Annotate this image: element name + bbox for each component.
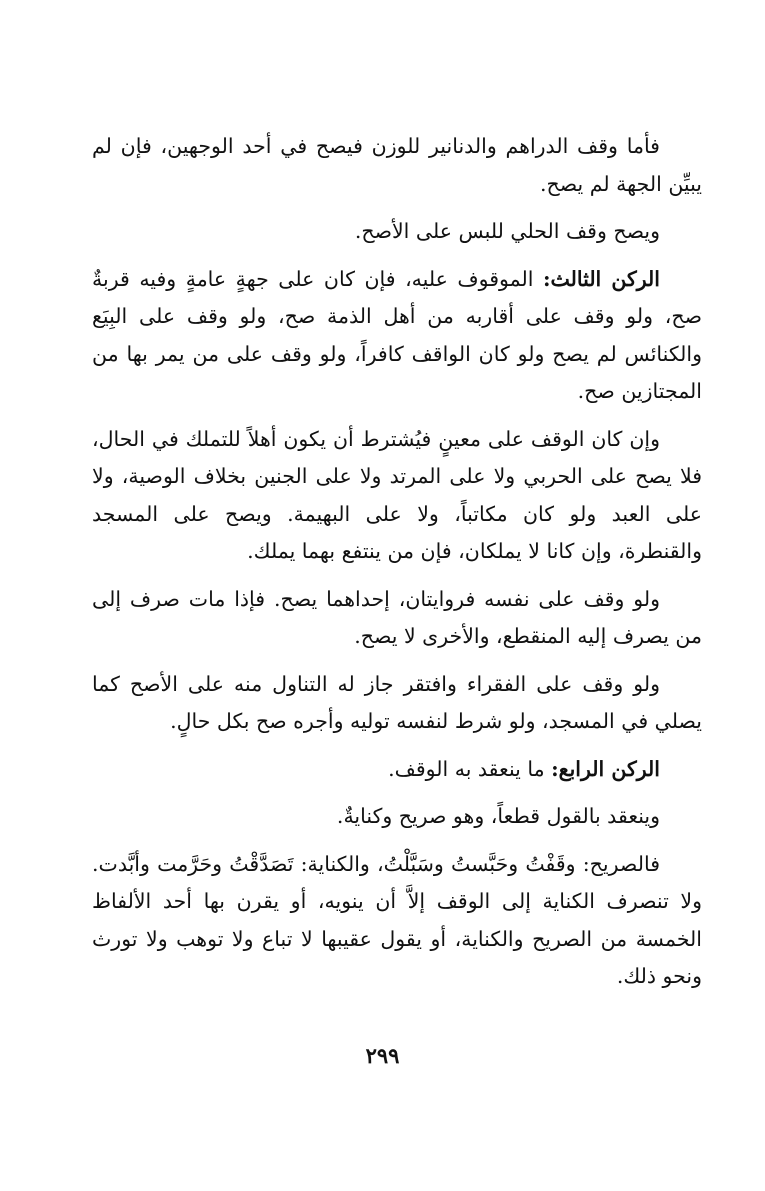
paragraph-5: ولو وقف على نفسه فروايتان، إحداهما يصح. فإذا مات صرف إلى من يصرف إليه المنقطع، والأخرى لا يصح.	[92, 586, 702, 648]
paragraph-3: الركن الثالث: الموقوف عليه، فإن كان على جهةٍ عامةٍ وفيه قربةٌ صح، ولو وقف على أقاربه من أهل الذمة صح، ولو وقف على البِيَع والكنائس لم يصح ولو كان الواقف كافراً، ولو وقف على من يمر بها من المجتازين صح.	[92, 266, 702, 403]
paragraph-6: ولو وقف على الفقراء وافتقر جاز له التناول منه على الأصح كما يصلي في المسجد، ولو شرط لنفسه توليه وأجره صح بكل حالٍ.	[92, 671, 702, 733]
paragraph-8: وينعقد بالقول قطعاً، وهو صريح وكنايةٌ.	[336, 804, 660, 828]
paragraph-4: وإن كان الوقف على معينٍ فيُشترط أن يكون أهلاً للتملك في الحال، فلا يصح على الحربي ولا على المرتد ولا على الجنين بخلاف الوصية، ولا على العبد ولو كان مكاتباً، ولا على البهيمة. ويصح على المسجد والقنطرة، وإن كانا لا يملكان، فإن من ينتفع بهما يملك.	[92, 426, 702, 563]
paragraph-2: ويصح وقف الحلي للبس على الأصح.	[354, 219, 660, 243]
paragraph-9: فالصريح: وقَفْتُ وحَبَّستُ وسَبَّلْتُ، والكناية: تَصَدَّقْتُ وحَرَّمت وأبَّدت. ولا تنصرف الكناية إلى الوقف إلاَّ أن ينويه، أو يقرن بها أحد الألفاظ الخمسة من الصريح والكناية، أو يقول عقيبها لا تباع ولا توهب ولا تورث ونحو ذلك.	[92, 851, 702, 988]
paragraph-7: الركن الرابع: ما ينعقد به الوقف.	[388, 756, 660, 781]
section-heading-third-pillar: الركن الثالث:	[542, 266, 661, 291]
section-heading-fourth-pillar: الركن الرابع:	[551, 756, 660, 781]
paragraph-1: فأما وقف الدراهم والدنانير للوزن فيصح في أحد الوجهين، فإن لم يبيِّن الجهة لم يصح.	[92, 134, 702, 196]
page-number: ٢٩٩	[365, 1043, 400, 1068]
body-text	[92, 128, 702, 1006]
